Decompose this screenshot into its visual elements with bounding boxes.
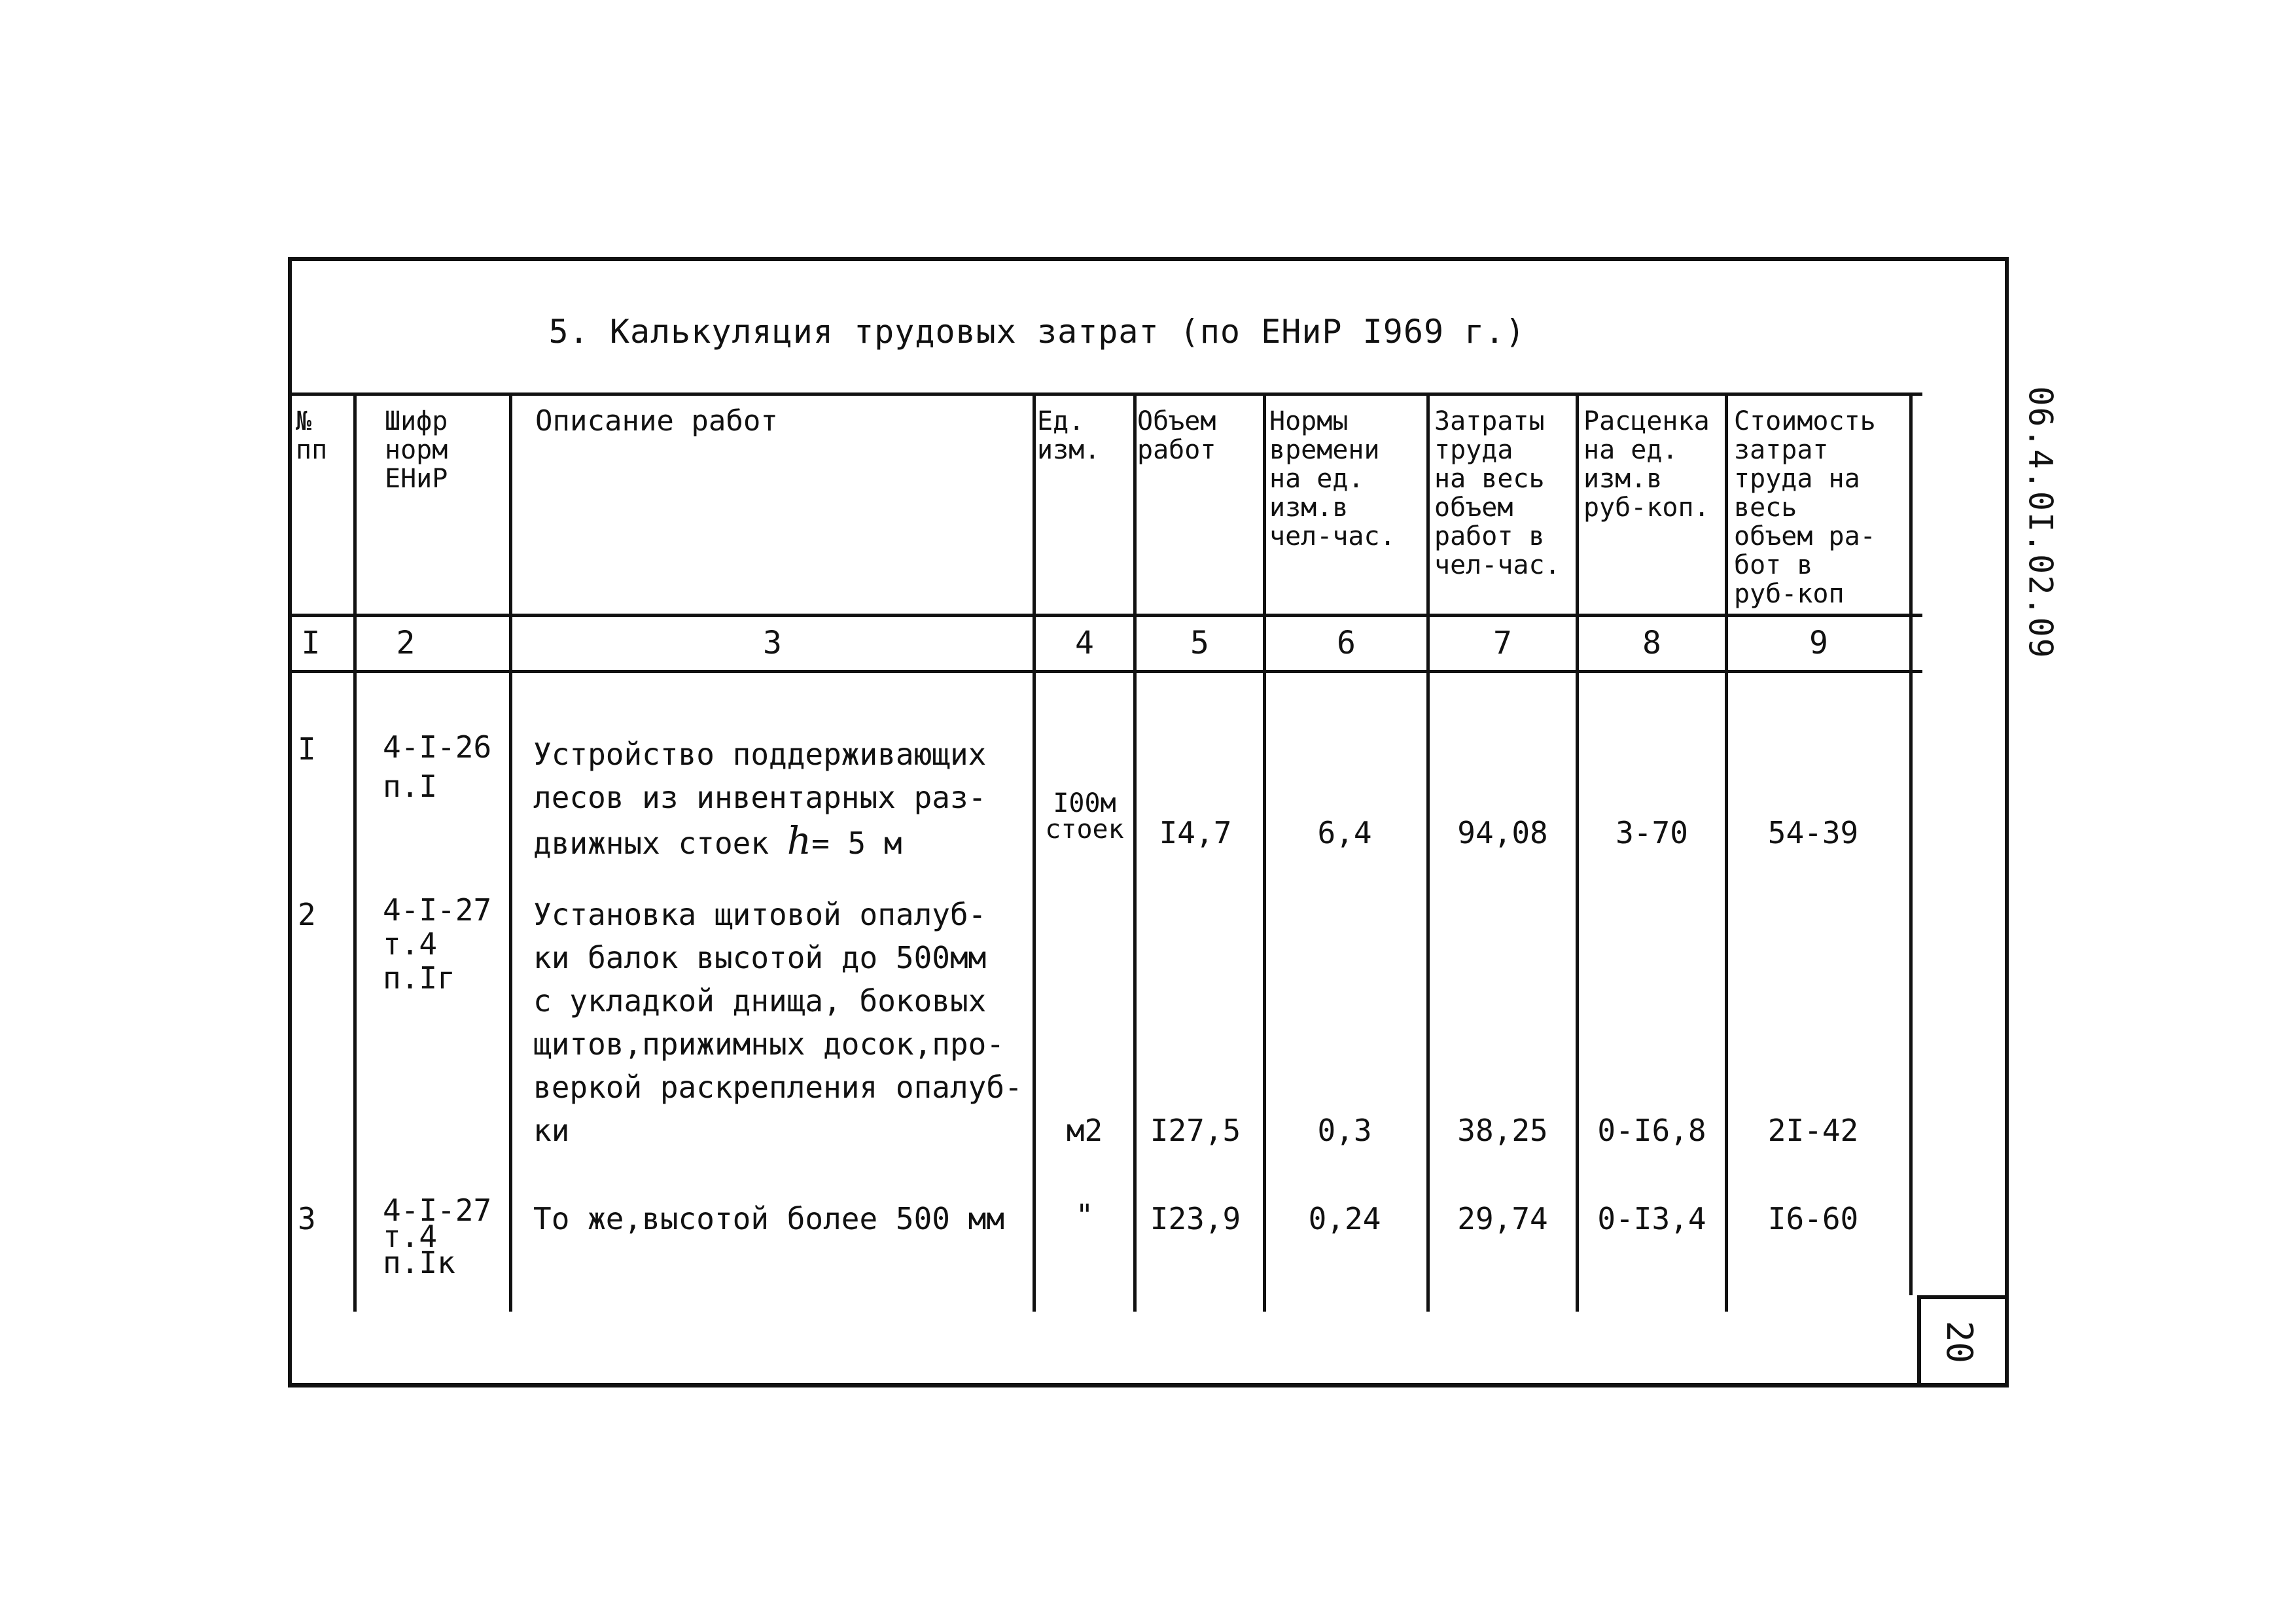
row3-cost: I6-60 <box>1767 1201 1859 1236</box>
header-norm: Нормы времени на ед. изм.в чел-час. <box>1269 406 1396 551</box>
colnum-bottom-rule <box>288 670 1922 673</box>
row2-labor: 38,25 <box>1457 1113 1548 1148</box>
row1-norm: 6,4 <box>1317 815 1372 850</box>
row3-desc: То же,высотой более 500 мм <box>533 1201 1005 1236</box>
header-volume: Объем работ <box>1137 406 1216 465</box>
header-unit: Ед. изм. <box>1037 406 1101 465</box>
row3-code: 4-I-27 т.4 п.Iк <box>383 1193 492 1280</box>
row3-labor: 29,74 <box>1457 1201 1548 1236</box>
row1-cost: 54-39 <box>1767 815 1859 850</box>
col-divider <box>353 393 357 1312</box>
row1-code: 4-I-26 п.I <box>383 729 492 804</box>
row3-unit: " <box>1075 1198 1094 1233</box>
column-number: 7 <box>1493 625 1512 661</box>
row2-num: 2 <box>298 897 316 932</box>
row3-norm: 0,24 <box>1308 1201 1381 1236</box>
row1-num: I <box>298 731 316 767</box>
header-bottom-rule <box>288 614 1922 617</box>
row1-volume: I4,7 <box>1159 815 1232 850</box>
column-number: 9 <box>1809 625 1828 661</box>
column-number: 2 <box>396 625 415 661</box>
document-code: 06.4.0I.02.09 <box>2021 386 2060 659</box>
col-divider <box>509 393 512 1312</box>
page-title: 5. Калькуляция трудовых затрат (по ЕНиР I969 г.) <box>548 313 1526 351</box>
row1-desc <box>533 733 986 865</box>
row3-rate: 0-I3,4 <box>1597 1201 1706 1236</box>
column-number: 3 <box>763 625 782 661</box>
column-number: 5 <box>1190 625 1209 661</box>
column-number: 8 <box>1642 625 1661 661</box>
row2-rate: 0-I6,8 <box>1597 1113 1706 1148</box>
header-labor: Затраты труда на весь объем работ в чел-час. <box>1434 406 1561 580</box>
row1-desc-text: Устройство поддерживающих лесов из инвентарных раз- движных стоек <box>533 737 987 861</box>
col-divider <box>1033 393 1036 1312</box>
header-num: № пп <box>296 406 328 465</box>
row1-unit: I00м стоек <box>1045 788 1124 845</box>
column-number: 6 <box>1337 625 1356 661</box>
row1-desc-tail: = 5 м <box>811 826 902 861</box>
header-code: Шифр норм ЕНиР <box>385 406 448 494</box>
header-desc: Описание работ <box>535 404 778 438</box>
page-number: 20 <box>1939 1320 1981 1364</box>
header-cost: Стоимость затрат труда на весь объем ра- бот в руб-коп <box>1734 406 1876 609</box>
row2-desc: Установка щитовой опалуб- ки балок высотой до 500мм с укладкой днища, боковых щитов,прижимных досок,про- веркой раскрепления опалуб- ки <box>533 897 1023 1148</box>
row2-norm: 0,3 <box>1317 1113 1372 1148</box>
column-number: I <box>301 625 321 661</box>
column-number: 4 <box>1075 625 1094 661</box>
row3-volume: I23,9 <box>1150 1201 1241 1236</box>
row2-unit: м2 <box>1066 1113 1103 1148</box>
row1-labor: 94,08 <box>1457 815 1548 850</box>
table-top-rule <box>288 393 1922 396</box>
row2-cost: 2I-42 <box>1767 1113 1859 1148</box>
col-divider <box>1909 393 1913 1295</box>
row2-volume: I27,5 <box>1150 1113 1241 1148</box>
row3-num: 3 <box>298 1201 316 1236</box>
height-symbol: h <box>786 818 812 863</box>
row1-rate: 3-70 <box>1616 815 1688 850</box>
row2-code: 4-I-27 т.4 п.Iг <box>383 892 492 996</box>
header-rate: Расценка на ед. изм.в руб-коп. <box>1583 406 1710 523</box>
